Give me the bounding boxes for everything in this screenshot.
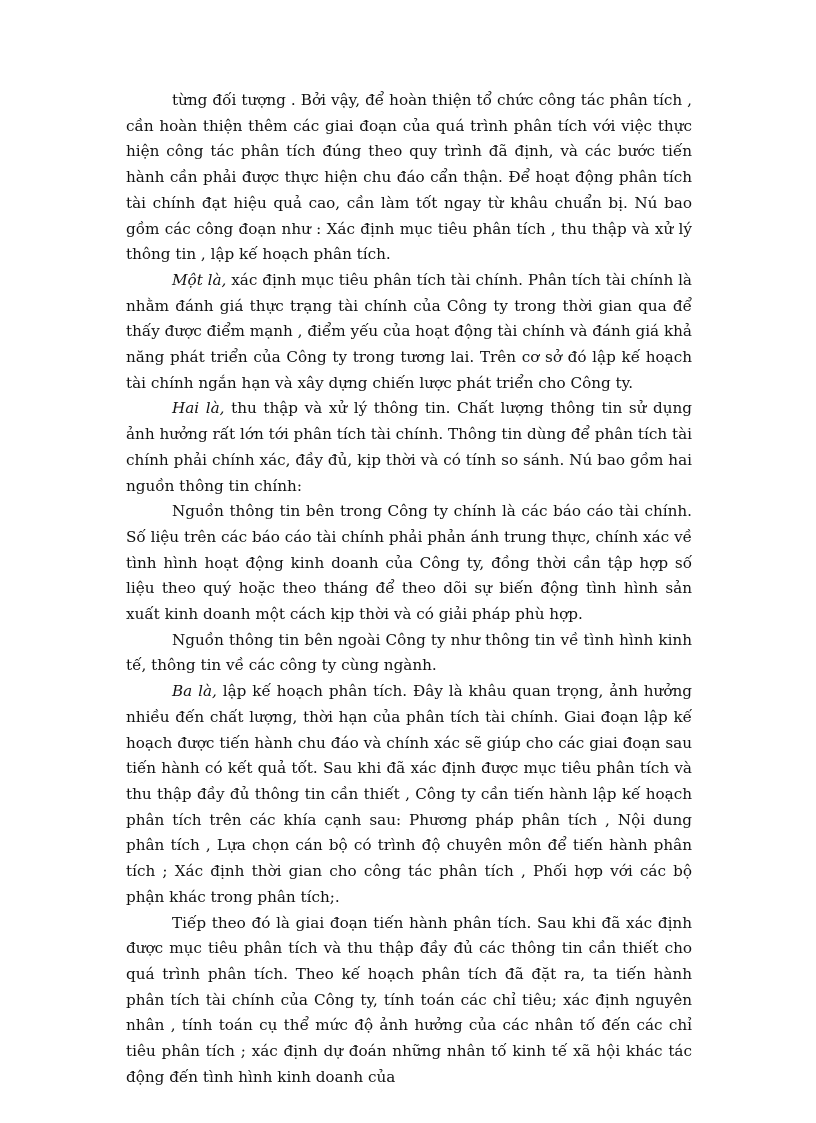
paragraph-6-text: lập kế hoạch phân tích. Đây là khâu quan trọng, ảnh hưởng nhiều đến chất lượng, thời hạn của phân tích tài chính. Giai đoạn lập kế hoạch được tiến hành chu đáo và chính xác sẽ giúp cho các giai đoạn sau tiến hành có kết quả tốt. Sau khi đã xác định được mục tiêu phân tích và thu thập đầy đủ thông tin cần thiết , Công ty cần tiến hành lập kế hoạch phân tích trên các khía cạnh sau: Phương pháp phân tích , Nội dung phân tích , Lựa chọn cán bộ có trình độ chuyên môn để tiến hành phân tích ; Xác định thời gian cho công tác phân tích , Phối hợp với các bộ phận khác trong phân tích;. bbox=[126, 682, 692, 906]
paragraph-4 bbox=[126, 499, 692, 628]
paragraph-2-text: xác định mục tiêu phân tích tài chính. Phân tích tài chính là nhằm đánh giá thực trạng tài chính của Công ty trong thời gian qua để thấy được điểm mạnh , điểm yếu của hoạt động tài chính và đánh giá khả năng phát triển của Công ty trong tương lai. Trên cơ sở đó lập kế hoạch tài chính ngắn hạn và xây dựng chiến lược phát triển cho Công ty. bbox=[126, 270, 692, 392]
document-body bbox=[126, 88, 692, 1090]
paragraph-7-text: Tiếp theo đó là giai đoạn tiến hành phân tích. Sau khi đã xác định được mục tiêu phân tích và thu thập đầy đủ các thông tin cần thiết cho quá trình phân tích. Theo kế hoạch phân tích đã đặt ra, ta tiến hành phân tích tài chính của Công ty, tính toán các chỉ tiêu; xác định nguyên nhân , tính toán cụ thể mức độ ảnh hưởng của các nhân tố đến các chỉ tiêu phân tích ; xác định dự đoán những nhân tố kinh tế xã hội khác tác động đến tình hình kinh doanh của bbox=[126, 913, 692, 1086]
paragraph-2 bbox=[126, 268, 692, 397]
paragraph-4-text: Nguồn thông tin bên trong Công ty chính là các báo cáo tài chính. Số liệu trên các báo cáo tài chính phải phản ánh trung thực, chính xác về tình hình hoạt động kinh doanh của Công ty, đồng thời cần tập hợp số liệu theo quý hoặc theo tháng để theo dõi sự biến động tình hình sản xuất kinh doanh một cách kịp thời và có giải pháp phù hợp. bbox=[126, 502, 692, 624]
paragraph-6-lead: Ba là, bbox=[172, 682, 217, 701]
paragraph-2-lead: Một là, bbox=[172, 270, 227, 289]
paragraph-1-text: từng đối tượng . Bởi vậy, để hoàn thiện tổ chức công tác phân tích , cần hoàn thiện thêm các giai đoạn của quá trình phân tích với việc thực hiện công tác phân tích đúng theo quy trình đã định, và các bước tiến hành cần phải được thực hiện chu đáo cẩn thận. Để hoạt động phân tích tài chính đạt hiệu quả cao, cần làm tốt ngay từ khâu chuẩn bị. Nú bao gồm các công đoạn như : Xác định mục tiêu phân tích , thu thập và xử lý thông tin , lập kế hoạch phân tích. bbox=[126, 91, 692, 264]
paragraph-3 bbox=[126, 396, 692, 499]
paragraph-1 bbox=[126, 88, 692, 268]
paragraph-7 bbox=[126, 911, 692, 1091]
paragraph-3-lead: Hai là, bbox=[172, 399, 225, 418]
paragraph-5 bbox=[126, 628, 692, 679]
paragraph-5-text: Nguồn thông tin bên ngoài Công ty như thông tin về tình hình kinh tế, thông tin về các công ty cùng ngành. bbox=[126, 630, 692, 675]
paragraph-6 bbox=[126, 679, 692, 910]
paragraph-3-text: thu thập và xử lý thông tin. Chất lượng thông tin sử dụng ảnh hưởng rất lớn tới phân tích tài chính. Thông tin dùng để phân tích tài chính phải chính xác, đầy đủ, kịp thời và có tính so sánh. Nú bao gồm hai nguồn thông tin chính: bbox=[126, 399, 692, 495]
